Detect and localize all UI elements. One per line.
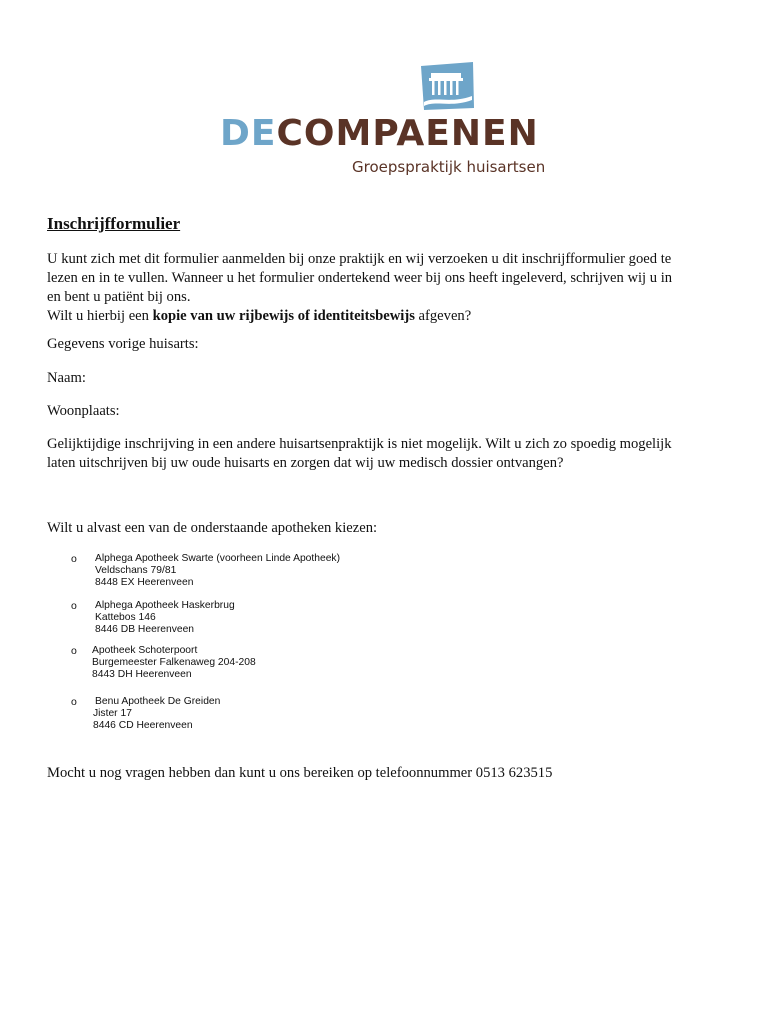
bullet-icon[interactable]: o <box>71 600 77 612</box>
pharmacy-name: Alphega Apotheek Haskerbrug <box>95 600 235 611</box>
intro-line: en bent u patiënt bij ons. <box>47 289 191 305</box>
pharmacy-street: Veldschans 79/81 <box>95 565 177 576</box>
pharmacy-city: 8446 CD Heerenveen <box>93 720 193 731</box>
previous-gp-label: Gegevens vorige huisarts: <box>47 336 199 352</box>
city-label: Woonplaats: <box>47 403 120 419</box>
copy-request <box>47 307 727 326</box>
pavilion-icon <box>418 60 476 112</box>
pharmacy-street: Jister 17 <box>93 708 132 719</box>
copy-request-pre: Wilt u hierbij een <box>47 308 153 324</box>
pharmacy-name: Apotheek Schoterpoort <box>92 645 198 656</box>
bullet-icon[interactable]: o <box>71 696 77 708</box>
intro-line: lezen en in te vullen. Wanneer u het formulier ondertekend weer bij ons heeft ingeleverd, schrijven wij u in <box>47 270 673 286</box>
pharmacy-street: Kattebos 146 <box>95 612 156 623</box>
practice-name-prefix: DE <box>220 113 277 154</box>
pharmacy-city: 8448 EX Heerenveen <box>95 577 194 588</box>
dual-registration-notice <box>47 435 727 473</box>
practice-subtitle: Groepspraktijk huisartsen <box>352 158 546 176</box>
notice-line: Gelijktijdige inschrijving in een andere huisartsenpraktijk is niet mogelijk. Wilt u zich zo spoedig mogelijk <box>47 436 672 452</box>
form-title: Inschrijfformulier <box>47 214 181 233</box>
pharmacy-name: Alphega Apotheek Swarte (voorheen Linde Apotheek) <box>95 553 341 564</box>
practice-name-rest: COMPAENEN <box>276 113 539 154</box>
pharmacy-city: 8446 DB Heerenveen <box>95 624 195 635</box>
bullet-icon[interactable]: o <box>71 553 77 565</box>
intro-line: U kunt zich met dit formulier aanmelden bij onze praktijk en wij verzoeken u dit inschrijfformulier goed te <box>47 251 672 267</box>
pharmacy-name: Benu Apotheek De Greiden <box>95 696 221 707</box>
copy-request-post: afgeven? <box>414 308 472 324</box>
notice-line: laten uitschrijven bij uw oude huisarts en zorgen dat wij uw medisch dossier ontvangen? <box>47 455 564 471</box>
practice-logo <box>0 0 770 190</box>
pharmacy-city: 8443 DH Heerenveen <box>92 669 192 680</box>
practice-name <box>220 114 539 154</box>
pharmacy-question: Wilt u alvast een van de onderstaande apotheken kiezen: <box>47 520 378 536</box>
contact-line: Mocht u nog vragen hebben dan kunt u ons bereiken op telefoonnummer 0513 623515 <box>47 765 553 781</box>
copy-request-bold: kopie van uw rijbewijs of identiteitsbewijs <box>152 308 415 324</box>
bullet-icon[interactable]: o <box>71 645 77 657</box>
name-label: Naam: <box>47 370 86 386</box>
intro-paragraph <box>47 250 727 326</box>
pharmacy-street: Burgemeester Falkenaweg 204-208 <box>92 657 256 668</box>
